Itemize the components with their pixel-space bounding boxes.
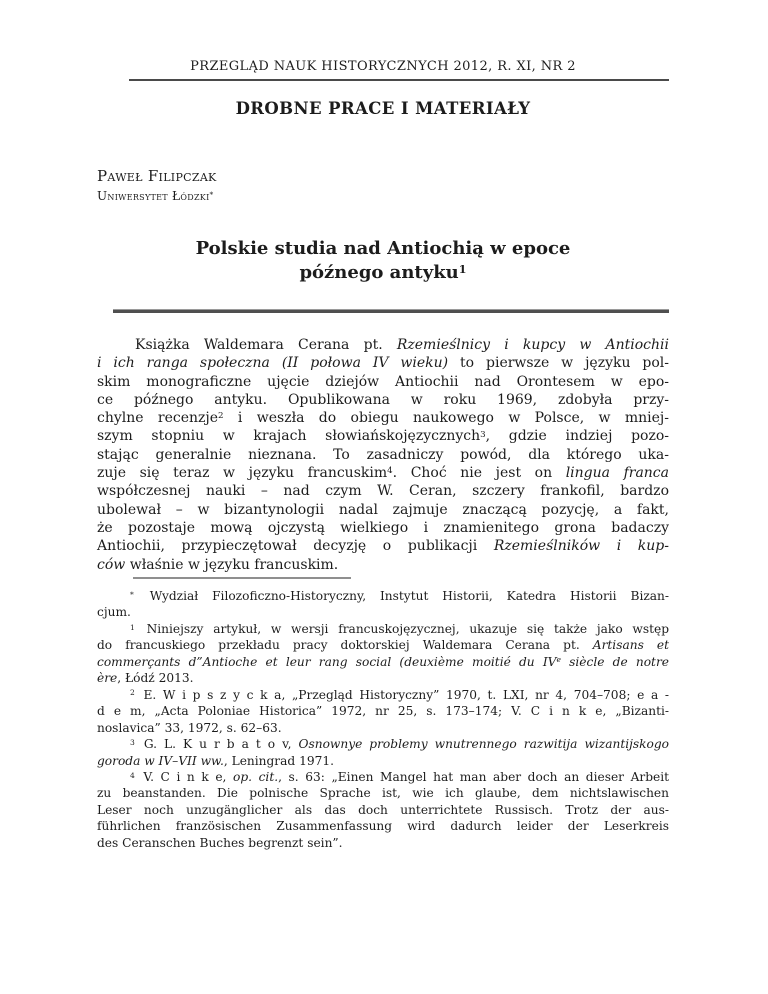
footnote-line: des Ceranschen Buches begrenzt sein”.	[97, 835, 343, 850]
article-title	[97, 237, 669, 285]
footnote-item	[97, 621, 669, 687]
footnote-line: commerçants d”Antioche et leur rang social (deuxième moitié du IVe siècle de notre	[97, 654, 669, 669]
footnote-line: führlichen französischen Zusammenfassung wird dadurch leider der Leserkreis	[97, 819, 669, 834]
footnote-line: $^3$ G. L. K u r b a t o v, Osnownye problemy wnutrennego razwitija wizantijskogo	[130, 737, 670, 752]
footnote-item	[97, 687, 669, 736]
footnote-line: $^2$ E. W i p s z y c k a, „Przegląd Historyczny” 1970, t. LXI, nr 4, 704–708; e a -	[130, 687, 669, 702]
author-name: Paweł Filipczak	[97, 167, 217, 185]
running-head: PRZEGLĄD NAUK HISTORYCZNYCH 2012, R. XI, NR 2	[190, 59, 576, 74]
footnote-line: goroda w IV–VII ww., Leningrad 1971.	[97, 753, 334, 768]
text-line: współczesnej nauki – nad czym W. Ceran, szczery frankofil, bardzo	[97, 483, 669, 500]
footnote-line: d e m, „Acta Poloniae Historica” 1972, nr 25, s. 173–174; V. C i n k e, „Bizanti-	[97, 704, 669, 719]
text-line: zuje się teraz w języku francuskim$^4$. Choć nie jest on lingua franca	[97, 465, 669, 482]
article-title-line-2: późnego antyku$^1$	[299, 262, 467, 283]
footnote-marker: 1	[130, 622, 135, 632]
footnote-line: $^4$ V. C i n k e, op. cit., s. 63: „Einen Mangel hat man aber doch an dieser Arbeit	[130, 769, 670, 784]
text-line: ce późnego antyku. Opublikowana w roku 1969, zdobyła przy-	[97, 391, 669, 408]
footnote-line: noslavica” 33, 1972, s. 62–63.	[97, 720, 282, 735]
footnote-line: zu beanstanden. Die polnische Sprache ist, wie ich glaube, dem nichtslawischen	[97, 786, 669, 801]
text-line: chylne recenzje$^2$ i weszła do obiegu naukowego w Polsce, w mniej-	[97, 410, 669, 427]
text-line: ubolewał – w bizantynologii nadal zajmuje znaczącą pozycję, a fakt,	[97, 501, 669, 518]
footnote-marker: 2	[130, 688, 135, 698]
footnote-marker: 3	[130, 737, 135, 747]
footnote-marker: 4	[130, 770, 135, 780]
text-line: i ich ranga społeczna (II połowa IV wieku) to pierwsze w języku pol-	[97, 355, 669, 372]
footnote-item	[97, 736, 669, 769]
footnote-marker: *	[130, 589, 134, 599]
author-affiliation: Uniwersytet Łódzki*	[97, 189, 214, 203]
body-paragraph	[97, 336, 669, 574]
running-head-rule	[129, 79, 669, 81]
title-rule	[113, 309, 669, 313]
text-line: szym stopniu w krajach słowiańskojęzycznych$^3$, gdzie indziej pozo-	[97, 428, 669, 445]
text-line: że pozostaje mową ojczystą wielkiego i znamienitego grona badaczy	[97, 519, 669, 536]
footnote-separator	[133, 577, 351, 579]
text-line: Książka Waldemara Cerana pt. Rzemieślnicy i kupcy w Antiochii	[135, 337, 669, 353]
footnote-item	[97, 588, 669, 621]
text-line: Antiochii, przypieczętował decyzję o publikacji Rzemieślników i kup-	[97, 538, 669, 555]
footnote-line: $^1$ Niniejszy artykuł, w wersji francuskojęzycznej, ukazuje się także jako wstęp	[130, 621, 670, 636]
footnote-line: cjum.	[97, 605, 131, 620]
footnote-line: do francuskiego przekładu pracy doktorskiej Waldemara Cerana pt. Artisans et	[97, 638, 670, 653]
text-line: ców właśnie w języku francuskim.	[97, 556, 339, 573]
text-line: stając generalnie nieznana. To zasadniczy powód, dla którego uka-	[97, 446, 669, 463]
footnote-item	[97, 769, 669, 851]
text-line: skim monograficzne ujęcie dziejów Antiochii nad Orontesem w epo-	[97, 373, 669, 390]
article-title-line-1: Polskie studia nad Antiochią w epoce	[195, 238, 571, 259]
footnote-list	[97, 588, 669, 851]
footnote-line: * Wydział Filozoficzno-Historyczny, Instytut Historii, Katedra Historii Bizan-	[130, 589, 669, 603]
footnote-line: ère, Łódź 2013.	[97, 671, 194, 686]
section-heading: DROBNE PRACE I MATERIAŁY	[235, 99, 531, 118]
footnote-line: Leser noch unzugänglicher als das doch unterrichtete Russisch. Trotz der aus-	[97, 802, 669, 817]
